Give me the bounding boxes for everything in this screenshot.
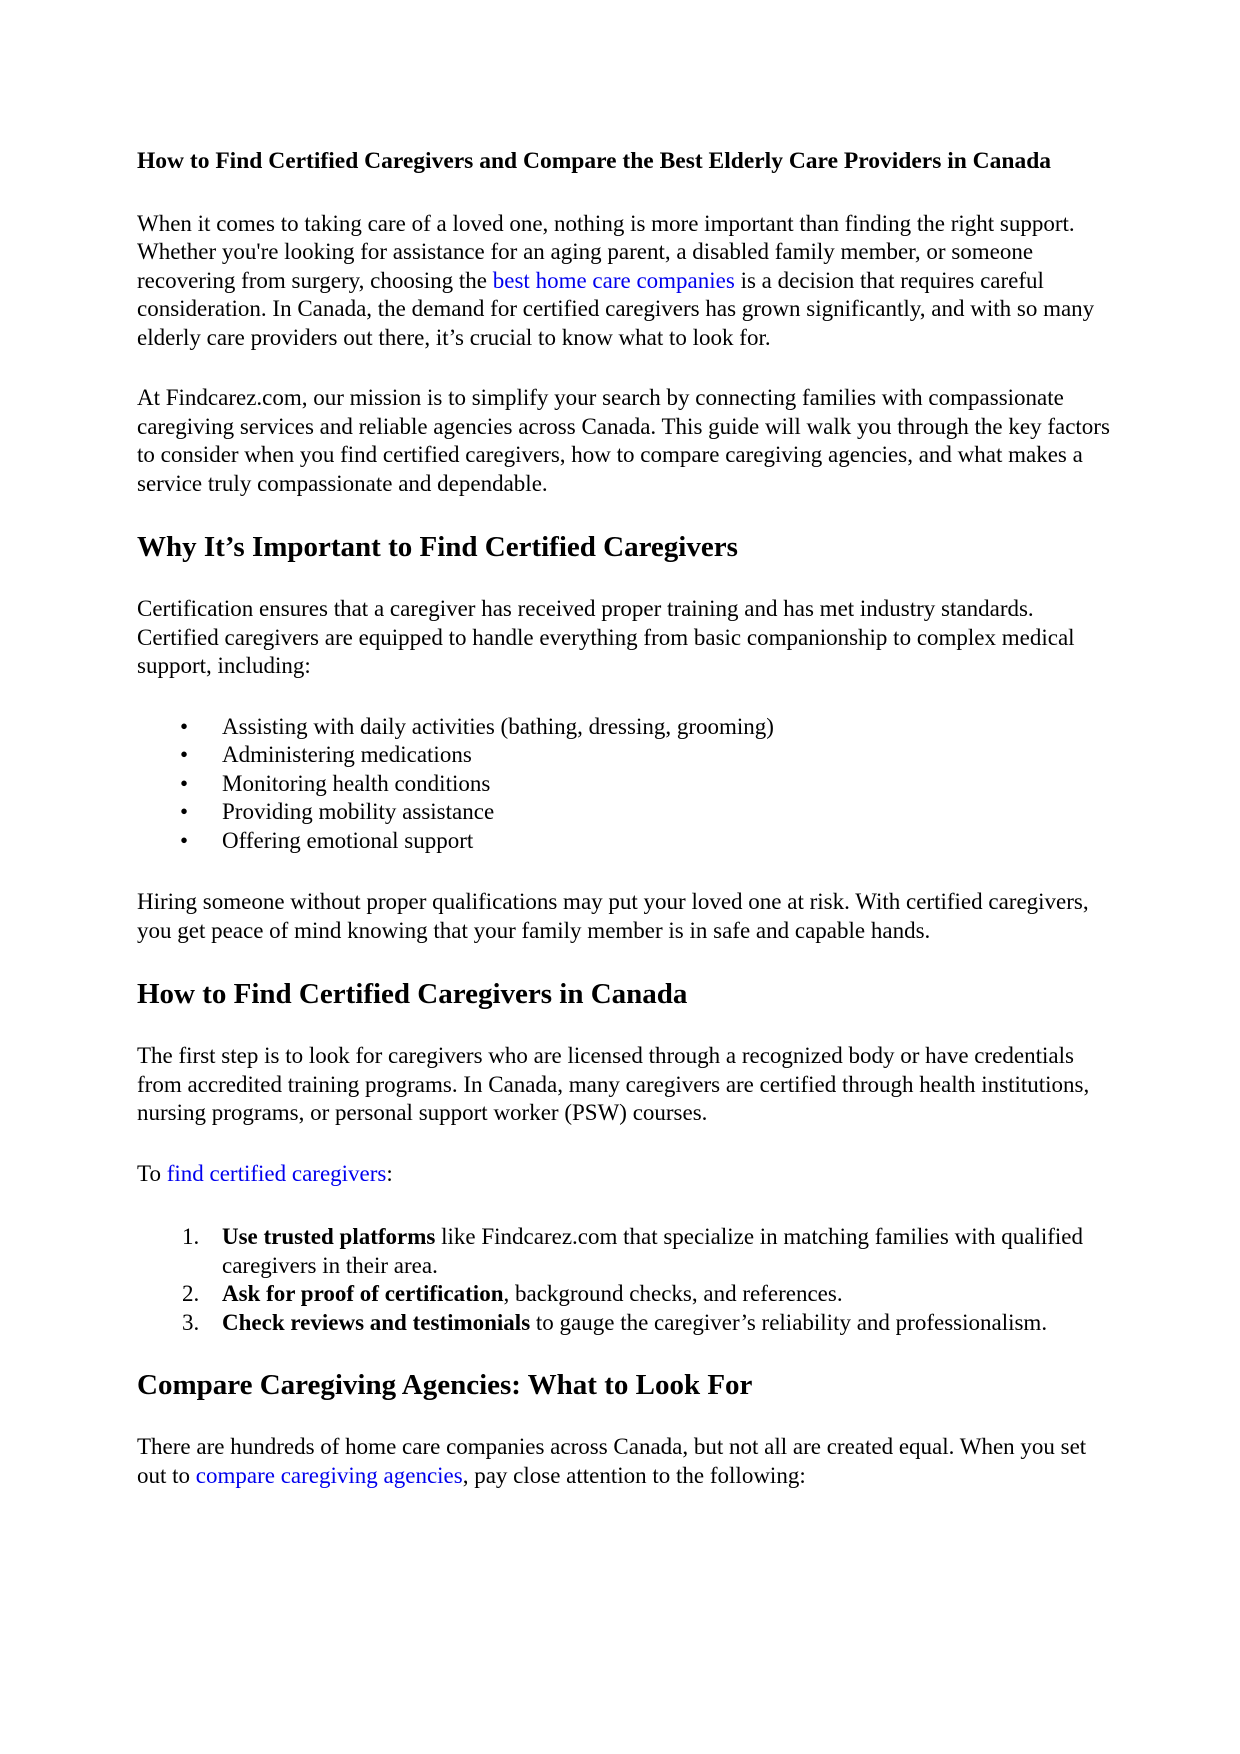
text-segment: , pay close attention to the following: (462, 1462, 806, 1488)
how-to-find-paragraph: The first step is to look for caregivers who are licensed through a recognized body or have credentials from accredited training programs. In Canada, many caregivers are certified through health institutions, nursing programs, or personal support worker (PSW) courses. (137, 1043, 1090, 1125)
step-bold-text: Check reviews and testimonials (222, 1309, 531, 1335)
list-item: • Administering medications (222, 741, 1114, 770)
why-important-closing-paragraph: Hiring someone without proper qualifications may put your loved one at risk. With certified caregivers, you get peace of mind knowing that your family member is in safe and capable hands. (137, 889, 1089, 943)
step-rest-text: to gauge the caregiver’s reliability and professionalism. (530, 1309, 1048, 1335)
inline-link[interactable]: best home care companies (492, 267, 735, 293)
list-item (222, 1280, 1114, 1309)
list-item (222, 1223, 1114, 1280)
list-item: • Assisting with daily activities (bathing, dressing, grooming) (222, 713, 1114, 742)
why-important-paragraph: Certification ensures that a caregiver has received proper training and has met industry standards. Certified caregivers are equipped to handle everything from basic companionship to complex medical support, including: (137, 596, 1075, 678)
list-item: • Monitoring health conditions (222, 770, 1114, 799)
compare-agencies-paragraph (137, 1433, 1114, 1490)
heading-how-to-find: How to Find Certified Caregivers in Canada (137, 978, 688, 1010)
step-rest-text: , background checks, and references. (503, 1281, 843, 1306)
text-segment: : (386, 1160, 393, 1186)
text-segment: To (137, 1160, 167, 1186)
step-bold-text: Use trusted platforms (222, 1224, 436, 1249)
text-segment: When it comes to taking care of a loved one, nothing is more important than finding the right support. Whether you're looking for assistance for an aging parent, a disabled family member, or someone recovering from surgery, choosing the (137, 210, 1075, 293)
step-rest-text: like Findcarez.com that specialize in matching families with qualified caregivers in their area. (222, 1224, 1083, 1278)
heading-compare-agencies: Compare Caregiving Agencies: What to Look For (137, 1369, 753, 1401)
text-segment: There are hundreds of home care companies across Canada, but not all are created equal. When you set out to (137, 1434, 1087, 1488)
intro-paragraph-1 (137, 210, 1114, 353)
list-item (222, 1309, 1114, 1338)
intro-paragraph-2: At Findcarez.com, our mission is to simplify your search by connecting families with compassionate caregiving services and reliable agencies across Canada. This guide will walk you through the key factors to consider when you find certified caregivers, how to compare caregiving agencies, and what makes a service truly compassionate and dependable. (137, 385, 1110, 496)
inline-link[interactable]: compare caregiving agencies (195, 1462, 463, 1488)
caregiver-duties-list (137, 713, 1114, 856)
list-item: • Offering emotional support (222, 827, 1114, 856)
step-bold-text: Ask for proof of certification (222, 1281, 504, 1306)
inline-link[interactable]: find certified caregivers (166, 1160, 387, 1186)
heading-why-important: Why It’s Important to Find Certified Caregivers (137, 531, 738, 563)
list-item: • Providing mobility assistance (222, 798, 1114, 827)
steps-lead-in (137, 1160, 1114, 1189)
text-segment: is a decision that requires careful consideration. In Canada, the demand for certified caregivers has grown significantly, and with so many elderly care providers out there, it’s crucial to know what to look for. (137, 267, 1095, 350)
document-title: How to Find Certified Caregivers and Compare the Best Elderly Care Providers in Canada (137, 148, 1052, 174)
find-caregiver-steps-list (137, 1223, 1114, 1337)
